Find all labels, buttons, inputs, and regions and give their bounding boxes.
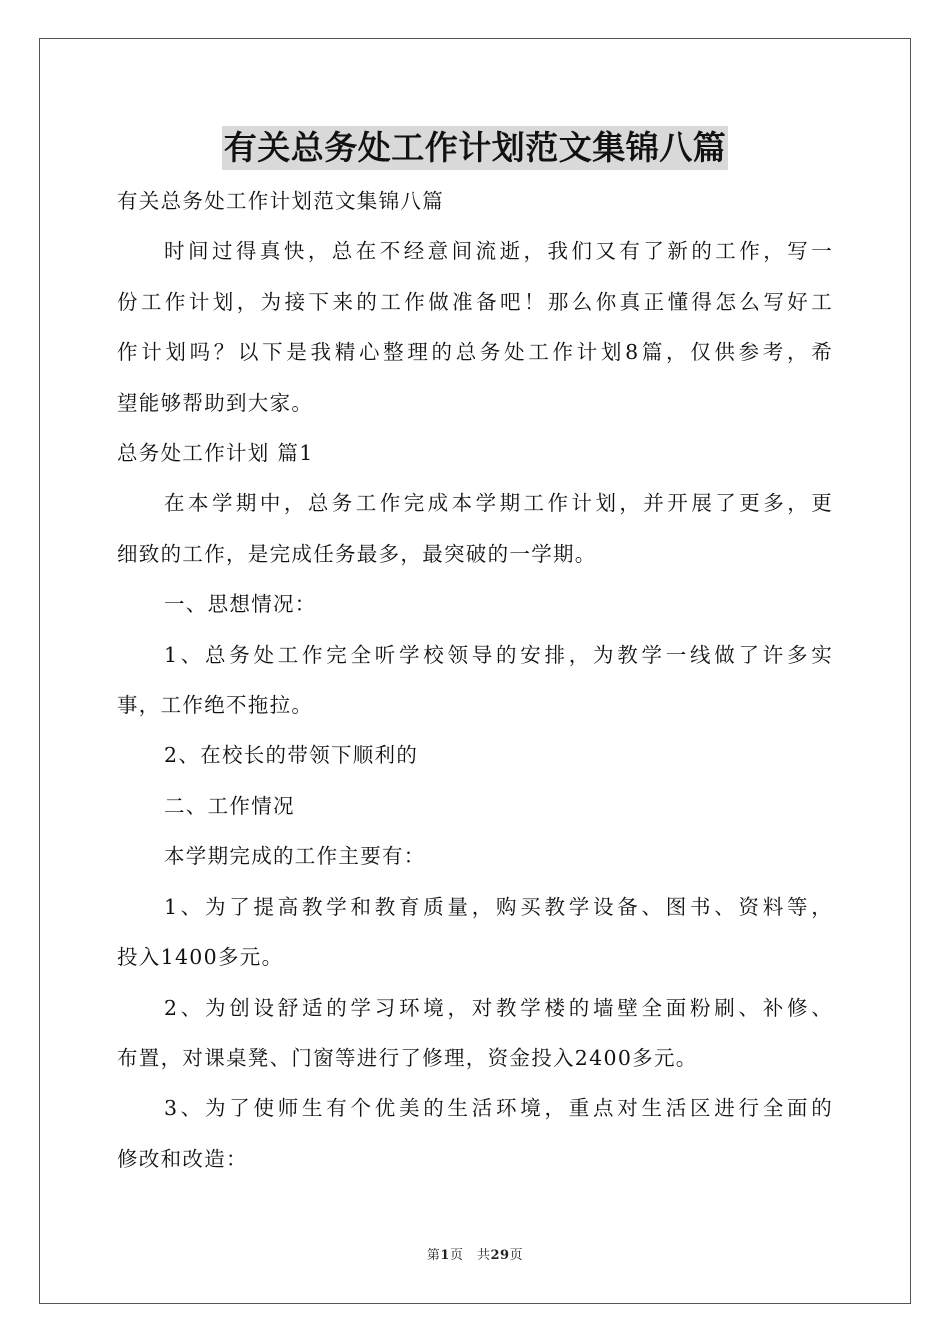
paragraph-line: 在本学期中，总务工作完成本学期工作计划，并开展了更多，更 — [164, 491, 833, 516]
paragraph-line: 布置，对课桌凳、门窗等进行了修理，资金投入2400多元。 — [117, 1045, 698, 1070]
section-heading: 总务处工作计划 篇1 — [117, 441, 314, 466]
document-body — [117, 176, 833, 1184]
paragraph-line: 1、为了提高教学和教育质量，购买教学设备、图书、资料等， — [164, 894, 833, 919]
document-title: 有关总务处工作计划范文集锦八篇 — [222, 126, 729, 170]
paragraph-line: 1、总务处工作完全听学校领导的安排，为教学一线做了许多实 — [164, 642, 833, 667]
subtitle-line: 有关总务处工作计划范文集锦八篇 — [117, 189, 444, 213]
subheading-line: 二、工作情况 — [164, 793, 295, 818]
paragraph-line: 份工作计划，为接下来的工作做准备吧！那么你真正懂得怎么写好工 — [117, 289, 833, 314]
paragraph-line: 2、在校长的带领下顺利的 — [164, 743, 419, 768]
page-footer — [0, 1244, 950, 1263]
paragraph-line: 3、为了使师生有个优美的生活环境，重点对生活区进行全面的 — [164, 1096, 833, 1121]
footer-suffix: 页 — [509, 1248, 524, 1263]
paragraph-line: 细致的工作，是完成任务最多，最突破的一学期。 — [117, 541, 597, 566]
footer-current-page: 1 — [440, 1248, 450, 1263]
paragraph-line: 本学期完成的工作主要有： — [164, 844, 426, 869]
subheading-line: 一、思想情况： — [164, 592, 317, 617]
footer-middle: 页 共 — [449, 1248, 491, 1263]
paragraph-line: 作计划吗？以下是我精心整理的总务处工作计划8篇，仅供参考，希 — [117, 340, 833, 365]
paragraph-line: 修改和改造： — [117, 1146, 248, 1171]
paragraph-line: 2、为创设舒适的学习环境，对教学楼的墙壁全面粉刷、补修、 — [164, 995, 833, 1020]
paragraph-line: 时间过得真快，总在不经意间流逝，我们又有了新的工作，写一 — [164, 239, 833, 264]
paragraph-line: 事，工作绝不拖拉。 — [117, 693, 314, 718]
footer-total-pages: 29 — [490, 1248, 510, 1263]
paragraph-line: 投入1400多元。 — [117, 945, 284, 970]
title-container — [0, 126, 950, 170]
footer-prefix: 第 — [426, 1248, 441, 1263]
paragraph-line: 望能够帮助到大家。 — [117, 390, 314, 415]
